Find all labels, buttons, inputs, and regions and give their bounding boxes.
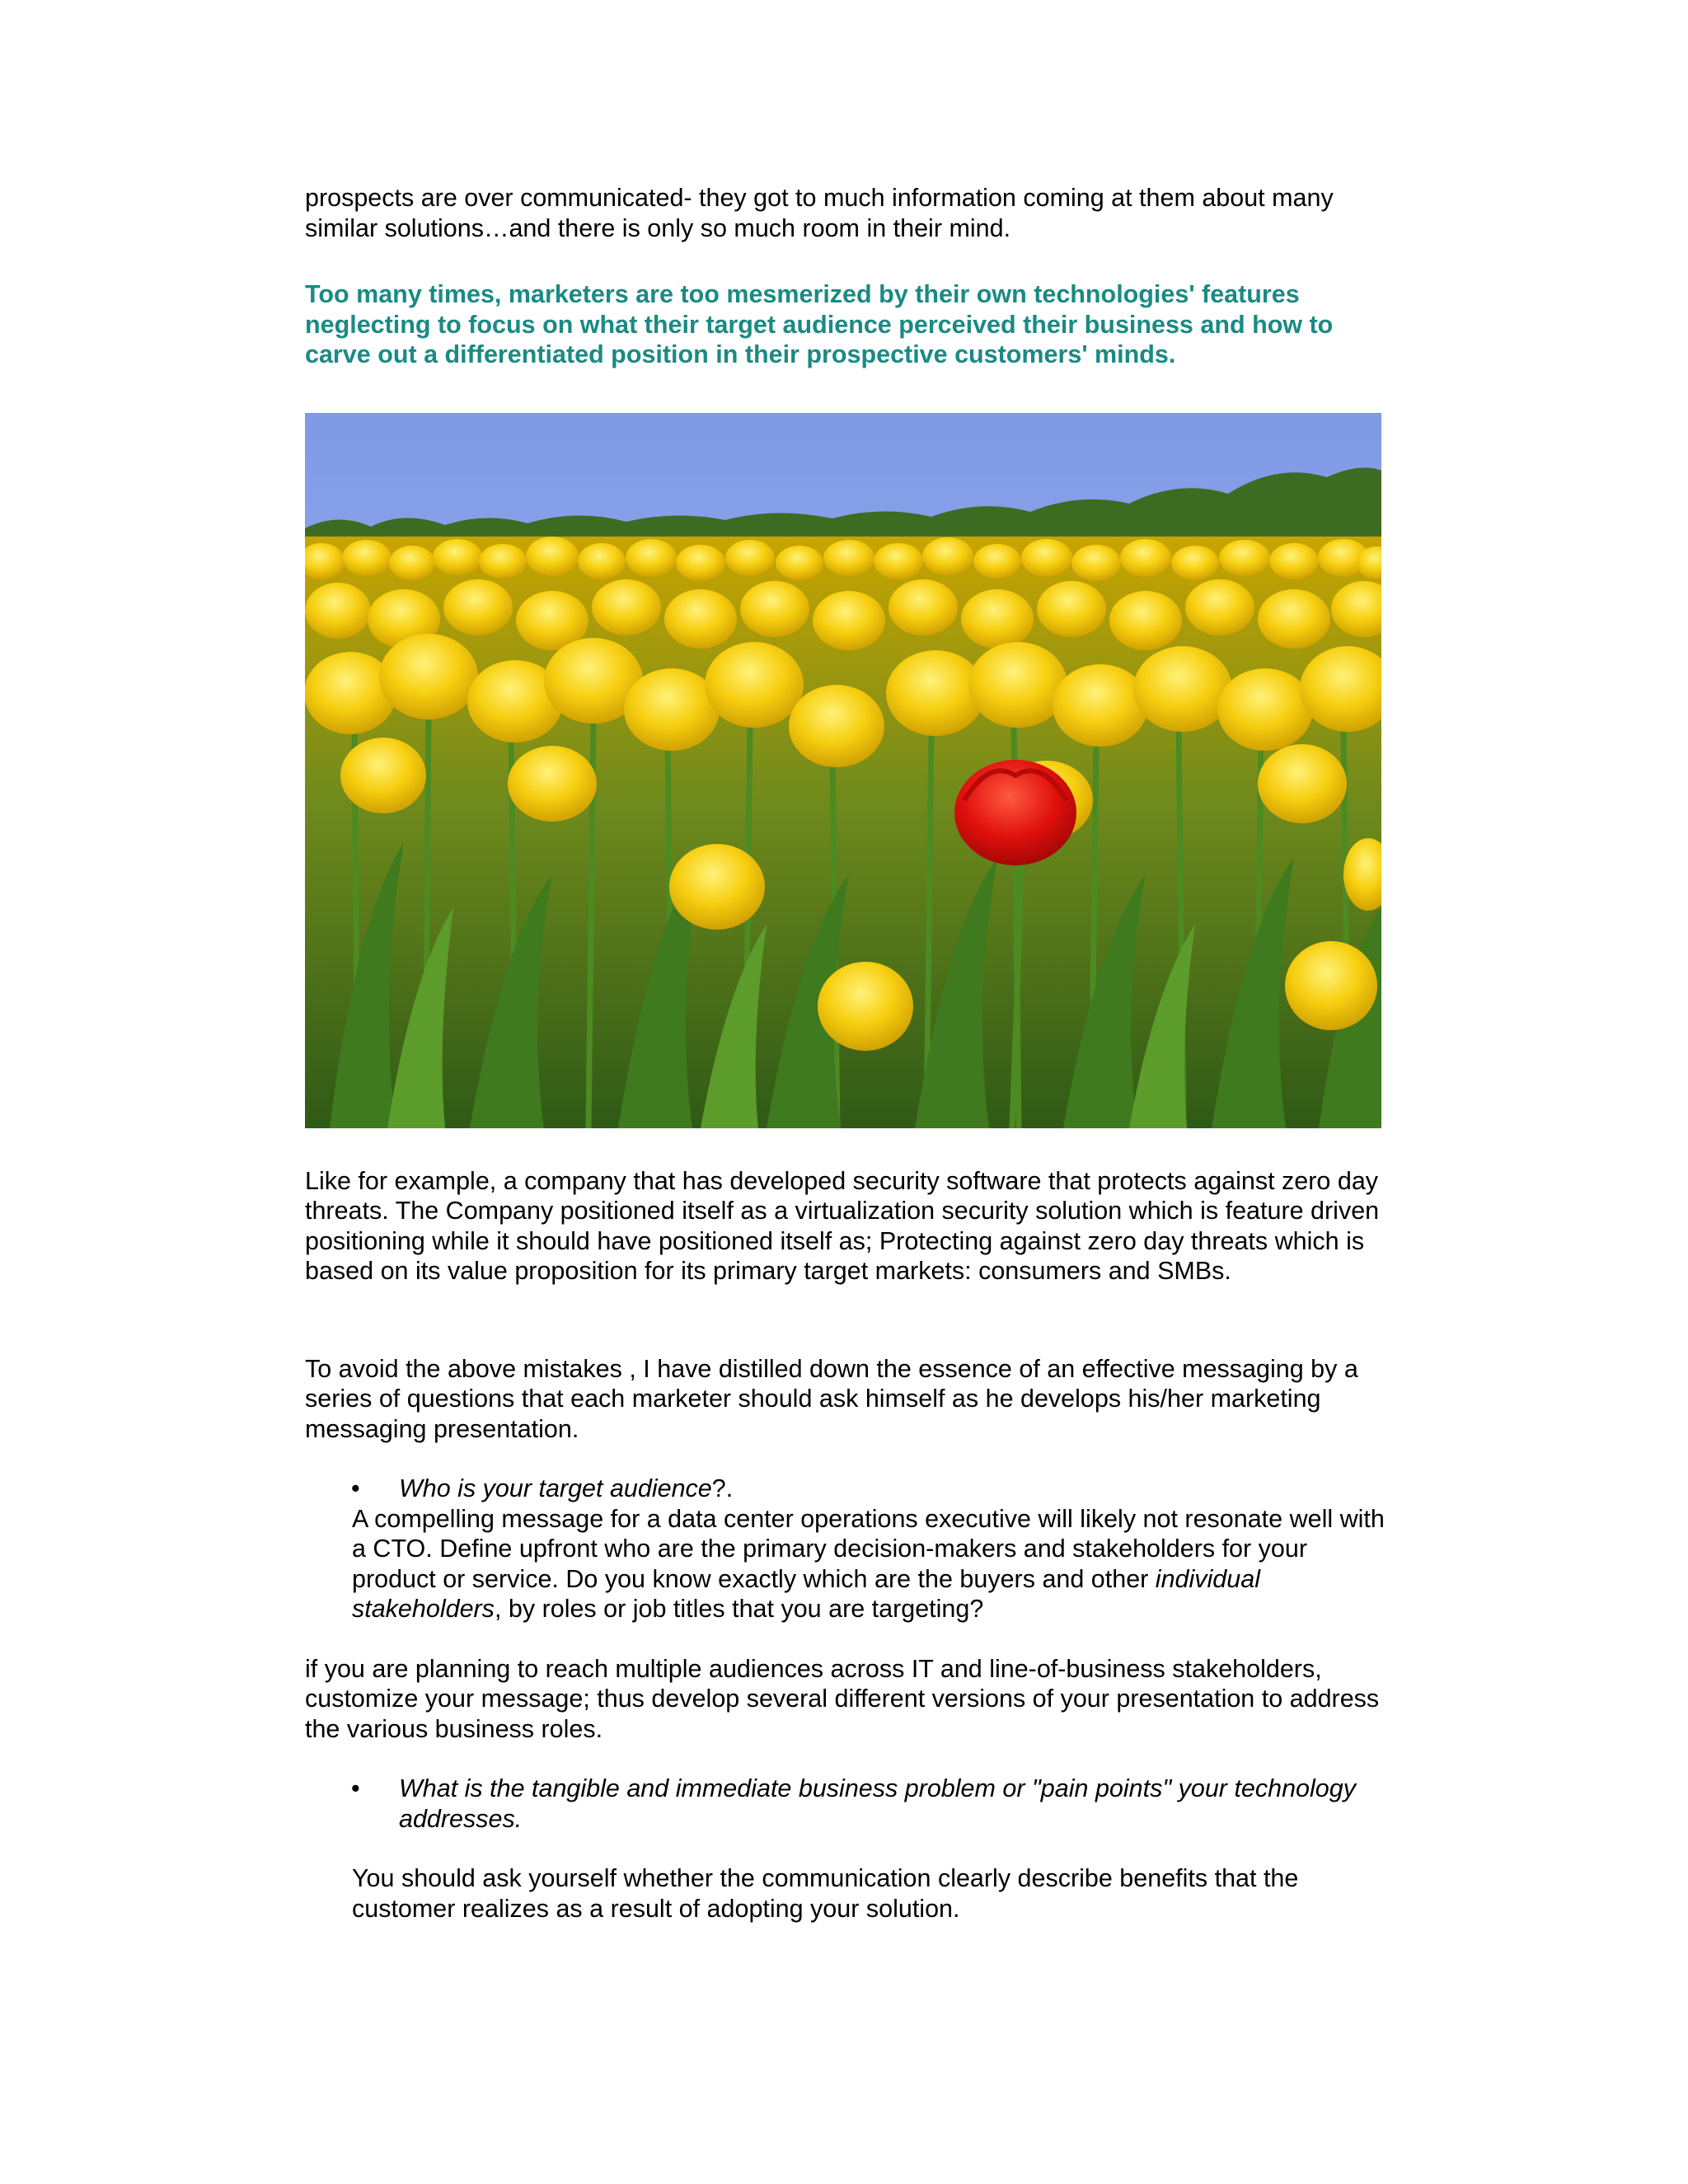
closing-paragraph: You should ask yourself whether the communication clearly describe benefits that the customer realizes as a result of adopting your solution. (352, 1864, 1299, 1923)
intro-paragraph: prospects are over communicated- they got to much information coming at them about many similar solutions…and there is only so much room in their mind. (305, 184, 1334, 242)
target-audience-text-part2: , by roles or job titles that you are targeting? (494, 1595, 984, 1623)
highlight-paragraph: Too many times, marketers are too mesmerized by their own technologies' features neglecting to focus on what their target audience perceived their business and how to carve out a differentiated position in their prospective customers' minds. (305, 280, 1334, 368)
bullet-item-pain-points (305, 1774, 1385, 1834)
target-audience-text-part1: A compelling message for a data center operations executive will likely not resonate well with a CTO. Define upfront who are the primary decision-makers and stakeholders for your product or service. Do you know exactly which are the buyers and other (352, 1504, 1385, 1593)
bullet-item-target-audience (305, 1474, 1385, 1504)
bullet-marker: • (351, 1774, 360, 1802)
target-audience-text-italic: individual stakeholders (352, 1564, 1260, 1623)
target-audience-text (305, 1504, 1385, 1624)
bullet-question: Who is your target audience (399, 1474, 712, 1502)
bullet-question-suffix: ?. (711, 1474, 734, 1502)
multiple-audiences-paragraph: if you are planning to reach multiple audiences across IT and line-of-business stakeholders, customize your message; thus develop several different versions of your presentation to address the various business roles. (305, 1654, 1380, 1743)
example-paragraph: Like for example, a company that has developed security software that protects against zero day threats. The Company positioned itself as a virtualization security solution which is feature driven positioning while it should have positioned itself as; Protecting against zero day threats which is based on its value proposition for its primary target markets: consumers and SMBs. (305, 1166, 1380, 1285)
document-body (305, 183, 1385, 1924)
tulip-field-photo (305, 413, 1381, 1128)
bullet-question: What is the tangible and immediate business problem or "pain points" your technology addresses. (399, 1774, 1356, 1833)
avoid-paragraph: To avoid the above mistakes , I have distilled down the essence of an effective messaging by a series of questions that each marketer should ask himself as he develops his/her marketing messaging presentation. (305, 1354, 1358, 1443)
bullet-marker: • (351, 1474, 360, 1502)
